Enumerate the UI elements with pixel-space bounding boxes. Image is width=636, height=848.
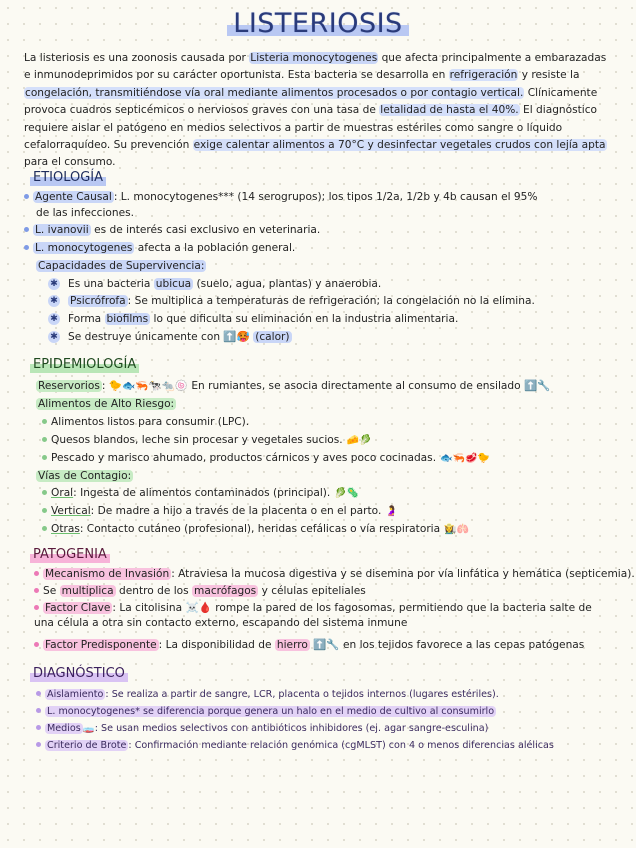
bullet-icon: [42, 490, 47, 495]
star-icon: ✱: [48, 278, 60, 290]
section-heading-etiologia: ETIOLOGÍA: [30, 170, 106, 186]
bullet-icon: [42, 419, 47, 424]
list-item: Alimentos listos para consumir (LPC).: [42, 415, 249, 430]
increase-emoji-icon: ⬆️🔧: [313, 639, 340, 651]
list-item: L. monocytogenes* se diferencia porque genera un halo en el medio de cultivo al consumirlo: [36, 704, 496, 719]
star-icon: ✱: [48, 313, 60, 325]
bullet-icon: [34, 642, 39, 647]
star-icon: ✱: [48, 295, 60, 307]
list-item: Factor Predisponente : La disponibilidad de hierro ⬆️🔧 en los tejidos favorece a las cepas patógenas: [34, 638, 584, 653]
list-item: Vertical: De madre a hijo a través de la placenta o en el parto. 🤰: [42, 504, 398, 519]
list-item: Quesos blandos, leche sin procesar y vegetales sucios. 🧀🥬: [42, 433, 372, 448]
list-item-continuation: de las infecciones.: [36, 207, 135, 219]
highlight-letalidad: letalidad de hasta el 40%.: [380, 104, 519, 117]
list-item: Pescado y marisco ahumado, productos cárnicos y aves poco cocinadas. 🐟🦐🥩🐤: [42, 451, 490, 466]
list-item: Aislamiento : Se realiza a partir de sangre, LCR, placenta o tejidos internos (lugares estériles).: [36, 687, 499, 702]
highlight-prevencion: exige calentar alimentos a 70°C y desinfectar vegetales crudos con lejía apta: [193, 139, 606, 152]
bacteria-emoji-icon: 🥬🦠: [334, 488, 360, 499]
bullet-icon: [36, 708, 41, 713]
bullet-icon: [42, 508, 47, 513]
highlight-listeria: Listeria monocytogenes: [250, 52, 378, 64]
farmer-lungs-emoji-icon: 👩‍🌾🫁: [444, 524, 470, 535]
bullet-icon: [24, 194, 29, 199]
bullet-icon: [42, 437, 47, 442]
section-heading-patogenia: PATOGENIA: [30, 547, 110, 563]
bullet-icon: [36, 691, 41, 696]
section-heading-diagnostico: DIAGNÓSTICO: [30, 666, 128, 682]
heat-emoji-icon: ⬆️🥵: [223, 331, 250, 343]
food-emoji-icon: 🐟🦐🥩🐤: [440, 453, 490, 464]
list-item: Reservorios : 🐤🐟🦐🐄🐀🍥 En rumiantes, se asocia directamente al consumo de ensilado ⬆️🔧: [38, 380, 551, 392]
list-item: Agente Causal : L. monocytogenes*** (14 serogrupos); los tipos 1/2a, 1/2b y 4b causan el 95%: [24, 190, 537, 205]
bullet-icon: [24, 227, 29, 232]
list-item: L. monocytogenes afecta a la población general.: [24, 241, 295, 256]
list-item: ✱ Forma biofilms lo que dificulta su eliminación en la industria alimentaria.: [48, 312, 458, 327]
list-item: Factor Clave : La citolisina ☠️🩸 rompe la pared de los fagosomas, permitiendo que la bacteria salte de una célula a otra sin contacto externo, escapando del sistema inmune: [34, 602, 592, 629]
subheading-alimentos: Alimentos de Alto Riesgo:: [38, 398, 175, 410]
pregnant-emoji-icon: 🤰: [385, 506, 398, 517]
bullet-icon: [36, 742, 41, 747]
bullet-icon: [24, 245, 29, 250]
intro-paragraph: La listeriosis es una zoonosis causada por Listeria monocytogenes que afecta principalmente a embarazadas e inmunodeprimidos por su carácter oportunista. Esta bacteria se desarrolla en refrigeración y resiste la congelación, transmitiéndose vía oral mediante alimentos procesados o por contagio vertical. Clínicamente provoca cuadros septicémicos o nerviosos graves con una tasa de letalidad de hasta el 40%. El diagnóstico requiere aislar el patógeno en medios selectivos a partir de muestras estériles como sangre o líquido cefalorraquídeo. Su prevención exige calentar alimentos a 70°C y desinfectar vegetales crudos con lejía apta para el consumo.: [24, 52, 607, 169]
list-item: ✱ Psicrófrofa : Se multiplica a temperaturas de refrigeración; la congelación no la elimina.: [48, 294, 535, 309]
list-item: ✱ Es una bacteria ubicua (suelo, agua, plantas) y anaerobia.: [48, 277, 381, 292]
bullet-icon: [34, 571, 39, 576]
petri-dish-emoji-icon: 🧫: [82, 723, 95, 734]
cheese-emoji-icon: 🧀🥬: [346, 435, 372, 446]
list-item: Mecanismo de Invasión : Atraviesa la mucosa digestiva y se disemina por vía linfática y hemática (septicemia).: [34, 567, 635, 582]
page-title: LISTERIOSIS: [0, 8, 636, 39]
subheading-capacidades: Capacidades de Supervivencia:: [38, 260, 205, 272]
list-item: ✱ Se destruye únicamente con ⬆️🥵 (calor): [48, 330, 292, 345]
subheading-vias: Vías de Contagio:: [38, 470, 132, 482]
list-item: Medios 🧫: Se usan medios selectivos con antibióticos inhibidores (ej. agar sangre-esculina): [36, 721, 488, 736]
highlight-transmision: congelación, transmitiéndose vía oral mediante alimentos procesados o por contagio vertical.: [25, 86, 524, 99]
bullet-icon: [42, 526, 47, 531]
list-item: L. ivanovii es de interés casi exclusivo en veterinaria.: [24, 223, 320, 238]
bullet-icon: [34, 588, 39, 593]
star-icon: ✱: [48, 331, 60, 343]
increase-emoji-icon: ⬆️🔧: [524, 380, 551, 392]
list-item: Otras: Contacto cutáneo (profesional), heridas cefálicas o vía respiratoria 👩‍🌾🫁: [42, 522, 469, 537]
section-heading-epidemiologia: EPIDEMIOLOGÍA: [30, 357, 139, 373]
highlight-refrigeracion: refrigeración: [449, 69, 518, 82]
list-item: Oral: Ingesta de alimentos contaminados (principal). 🥬🦠: [42, 486, 359, 501]
toxin-emoji-icon: ☠️🩸: [185, 602, 212, 614]
list-item: Se multiplica dentro de los macrófagos y células epiteliales: [34, 584, 366, 599]
bullet-icon: [34, 605, 39, 610]
bullet-icon: [36, 725, 41, 730]
bullet-icon: [42, 455, 47, 460]
animals-emoji-icon: 🐤🐟🦐🐄🐀🍥: [108, 380, 188, 392]
list-item: Criterio de Brote : Confirmación mediante relación genómica (cgMLST) con 4 o menos diferencias alélicas: [36, 738, 554, 753]
